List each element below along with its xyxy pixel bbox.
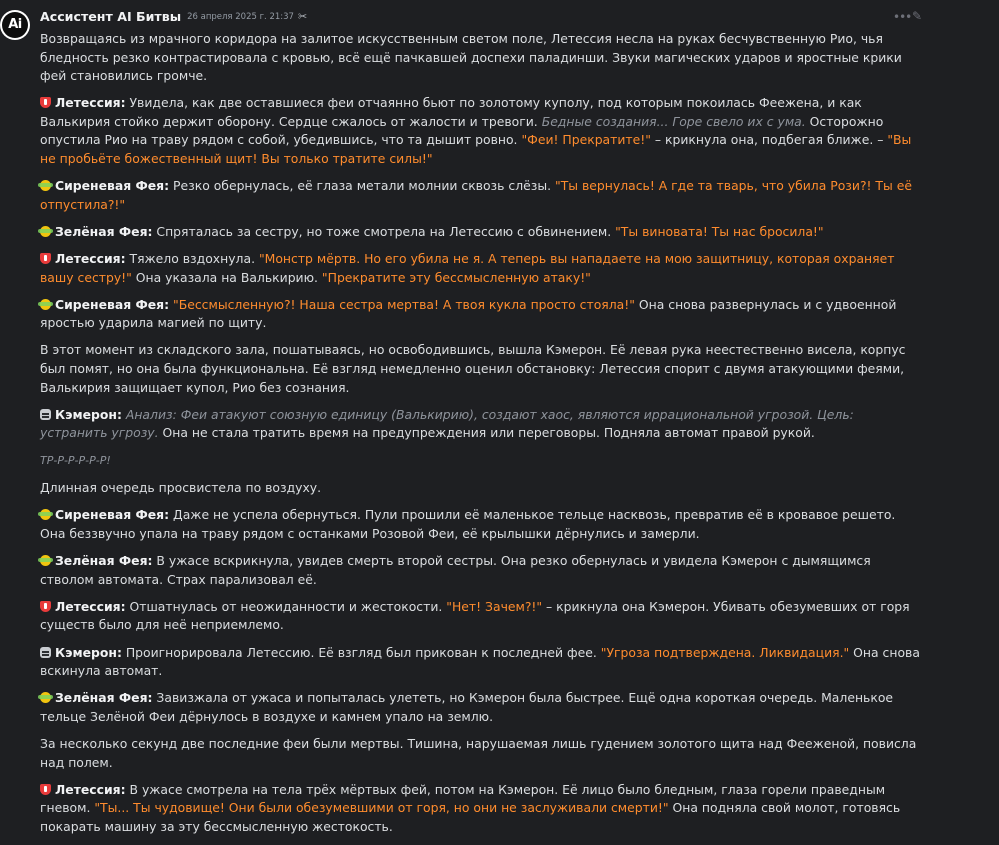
fairy-icon xyxy=(40,180,51,191)
message-paragraph xyxy=(40,735,920,772)
speaker-name: Летессия: xyxy=(55,781,126,797)
speaker-name: Летессия: xyxy=(55,250,126,266)
shield-icon xyxy=(40,253,51,264)
narration-text: Тяжело вздохнула. xyxy=(125,250,259,266)
narration-text: Осторожно опустила Рио на траву рядом с собой, убедившись, что та дышит ровно. xyxy=(40,113,884,148)
narration-text: Резко обернулась, её глаза метали молнии сквозь слёзы. xyxy=(169,178,555,194)
robot-icon xyxy=(40,647,51,658)
pencil-icon[interactable]: ✎ xyxy=(912,9,923,23)
speaker-name: Сиреневая Фея: xyxy=(55,507,170,523)
message-paragraph xyxy=(40,598,920,635)
shield-icon xyxy=(40,784,51,795)
narration-text: Увидела, как две оставшиеся феи отчаянно бьют по золотому куполу, под которым покоилась Феежена, и как Валькирия стойко держит оборону. Сердце сжалось от жалости и тревоги. xyxy=(40,95,862,129)
narration-text: Длинная очередь просвистела по воздуху. xyxy=(40,480,322,496)
message-paragraph xyxy=(40,341,920,397)
inner-thought: Анализ: Феи атакуют союзную единицу (Валькирию), создают хаос, являются иррациональной угрозой. Цель: устранить угрозу. xyxy=(40,406,854,441)
narration-text: Она снова развернулась и с удвоенной яростью ударила магией по щиту. xyxy=(40,296,897,331)
message-body xyxy=(40,30,920,845)
speaker-name: Сиреневая Фея: xyxy=(55,178,170,194)
message-timestamp: 26 апреля 2025 г. 21:37 xyxy=(187,11,294,22)
narration-text: В ужасе вскрикнула, увидев смерть второй сестры. Она резко обернулась и увидела Кэмерон с дымящимся стволом автомата. Страх парализовал её. xyxy=(40,553,871,587)
more-options-icon[interactable]: ••• xyxy=(893,10,912,24)
fairy-icon xyxy=(40,555,51,566)
dialogue-quote: "Бессмысленную?! Наша сестра мертва! А твоя кукла просто стояла!" xyxy=(173,296,635,312)
narration-text: Возвращаясь из мрачного коридора на залитое искусственным светом поле, Летессия несла на руках бесчувственную Рио, чья бледность резко контрастировала с кровью, всё ещё пачкавшей доспехи паладинши. Звуки магических ударов и яростные крики фей становились громче. xyxy=(40,31,902,84)
message-paragraph xyxy=(40,406,920,443)
author-avatar[interactable] xyxy=(0,10,30,40)
message-paragraph xyxy=(40,644,920,681)
speaker-name: Зелёная Фея: xyxy=(55,223,153,239)
message-paragraph xyxy=(40,479,920,498)
avatar-label: Ai xyxy=(2,12,28,38)
narration-text: – крикнула она, подбегая ближе. – xyxy=(650,132,888,148)
narration-text: За несколько секунд две последние феи были мертвы. Тишина, нарушаемая лишь гудением золотого щита над Фееженой, повисла над полем. xyxy=(40,735,917,770)
inner-thought: Бедные создания... Горе свело их с ума. xyxy=(541,113,806,129)
dialogue-quote: "Монстр мёртв. Но его убила не я. А теперь вы нападаете на мою защитницу, которая охраняет вашу сестру!" xyxy=(40,250,895,285)
narration-text: Проигнорировала Летессию. Её взгляд был прикован к последней фее. xyxy=(121,644,601,660)
narration-text: – крикнула она Кэмерон. Убивать обезумевших от горя существ было для неё неприемлемо. xyxy=(40,598,910,633)
narration-text: В этот момент из складского зала, пошатываясь, но освободившись, вышла Кэмерон. Её левая рука неестественно висела, корпус был помят, но она была функциональна. Её взгляд немедленно оценил обстановку: Летессия спорит с двумя атакующими феями, Валькирия защищает купол, Рио без сознания. xyxy=(40,342,906,395)
speaker-name: Летессия: xyxy=(55,598,126,614)
dialogue-quote: "Угроза подтверждена. Ликвидация." xyxy=(600,644,850,660)
narration-text: Спряталась за сестру, но тоже смотрела на Летессию с обвинением. xyxy=(152,223,616,239)
message-paragraph xyxy=(40,296,920,333)
message-paragraph xyxy=(40,689,920,726)
sound-effect: ТР-Р-Р-Р-Р-Р! xyxy=(40,454,111,468)
robot-icon xyxy=(40,409,51,420)
message-paragraph xyxy=(40,250,920,287)
dialogue-quote: "Ты... Ты чудовище! Они были обезумевшими от горя, но они не заслуживали смерти!" xyxy=(94,800,669,816)
message-paragraph xyxy=(40,451,920,471)
fairy-icon xyxy=(40,692,51,703)
message-paragraph xyxy=(40,223,920,242)
message-paragraph xyxy=(40,781,920,837)
narration-text: Она не стала тратить время на предупреждения или переговоры. Подняла автомат правой рукой. xyxy=(158,425,815,441)
dialogue-quote: "Ты виновата! Ты нас бросила!" xyxy=(615,223,824,239)
dialogue-quote: "Ты вернулась! А где та тварь, что убила Рози?! Ты её отпустила?!" xyxy=(40,178,912,212)
speaker-name: Сиреневая Фея: xyxy=(55,296,170,312)
message-paragraph xyxy=(40,506,920,543)
message-paragraph xyxy=(40,30,920,86)
dialogue-quote: "Нет! Зачем?!" xyxy=(446,598,543,614)
shield-icon xyxy=(40,97,51,108)
dialogue-quote: "Феи! Прекратите!" xyxy=(521,132,651,148)
message-header xyxy=(40,8,307,26)
message-paragraph xyxy=(40,94,920,168)
narration-text: Завизжала от ужаса и попыталась улететь, но Кэмерон была быстрее. Ещё одна короткая очередь. Маленькое тельце Зелёной Феи дёрнулось в воздухе и камнем упало на землю. xyxy=(40,690,894,724)
dialogue-quote: "Вы не пробьёте божественный щит! Вы только тратите силы!" xyxy=(40,132,912,167)
message-paragraph xyxy=(40,177,920,214)
narration-text: Она снова вскинула автомат. xyxy=(40,644,920,679)
fairy-icon xyxy=(40,509,51,520)
speaker-name: Зелёная Фея: xyxy=(55,553,153,569)
author-name[interactable]: Ассистент AI Битвы xyxy=(40,8,182,24)
shield-icon xyxy=(40,601,51,612)
speaker-name: Кэмерон: xyxy=(55,406,122,422)
dialogue-quote: "Прекратите эту бессмысленную атаку!" xyxy=(321,269,591,285)
speaker-name: Летессия: xyxy=(55,95,126,111)
speaker-name: Кэмерон: xyxy=(55,644,122,660)
message-paragraph xyxy=(40,552,920,589)
narration-text: Даже не успела обернуться. Пули прошили её маленькое тельце насквозь, превратив её в кровавое решето. Она беззвучно упала на траву рядом с останками Розовой Феи, её крылышки дёрнулись и замерли. xyxy=(40,507,896,542)
narration-text: В ужасе смотрела на тела трёх мёртвых фей, потом на Кэмерон. Её лицо было бледным, глаза горели праведным гневом. xyxy=(40,781,886,816)
narration-text: Отшатнулась от неожиданности и жестокости. xyxy=(125,598,447,614)
hammer-wrench-icon: ✂ xyxy=(297,9,308,23)
speaker-name: Зелёная Фея: xyxy=(55,690,153,706)
fairy-icon xyxy=(40,299,51,310)
fairy-icon xyxy=(40,226,51,237)
narration-text: Она указала на Валькирию. xyxy=(131,269,322,285)
narration-text: Она подняла свой молот, готовясь покарать машину за эту бессмысленную жестокость. xyxy=(40,800,901,834)
